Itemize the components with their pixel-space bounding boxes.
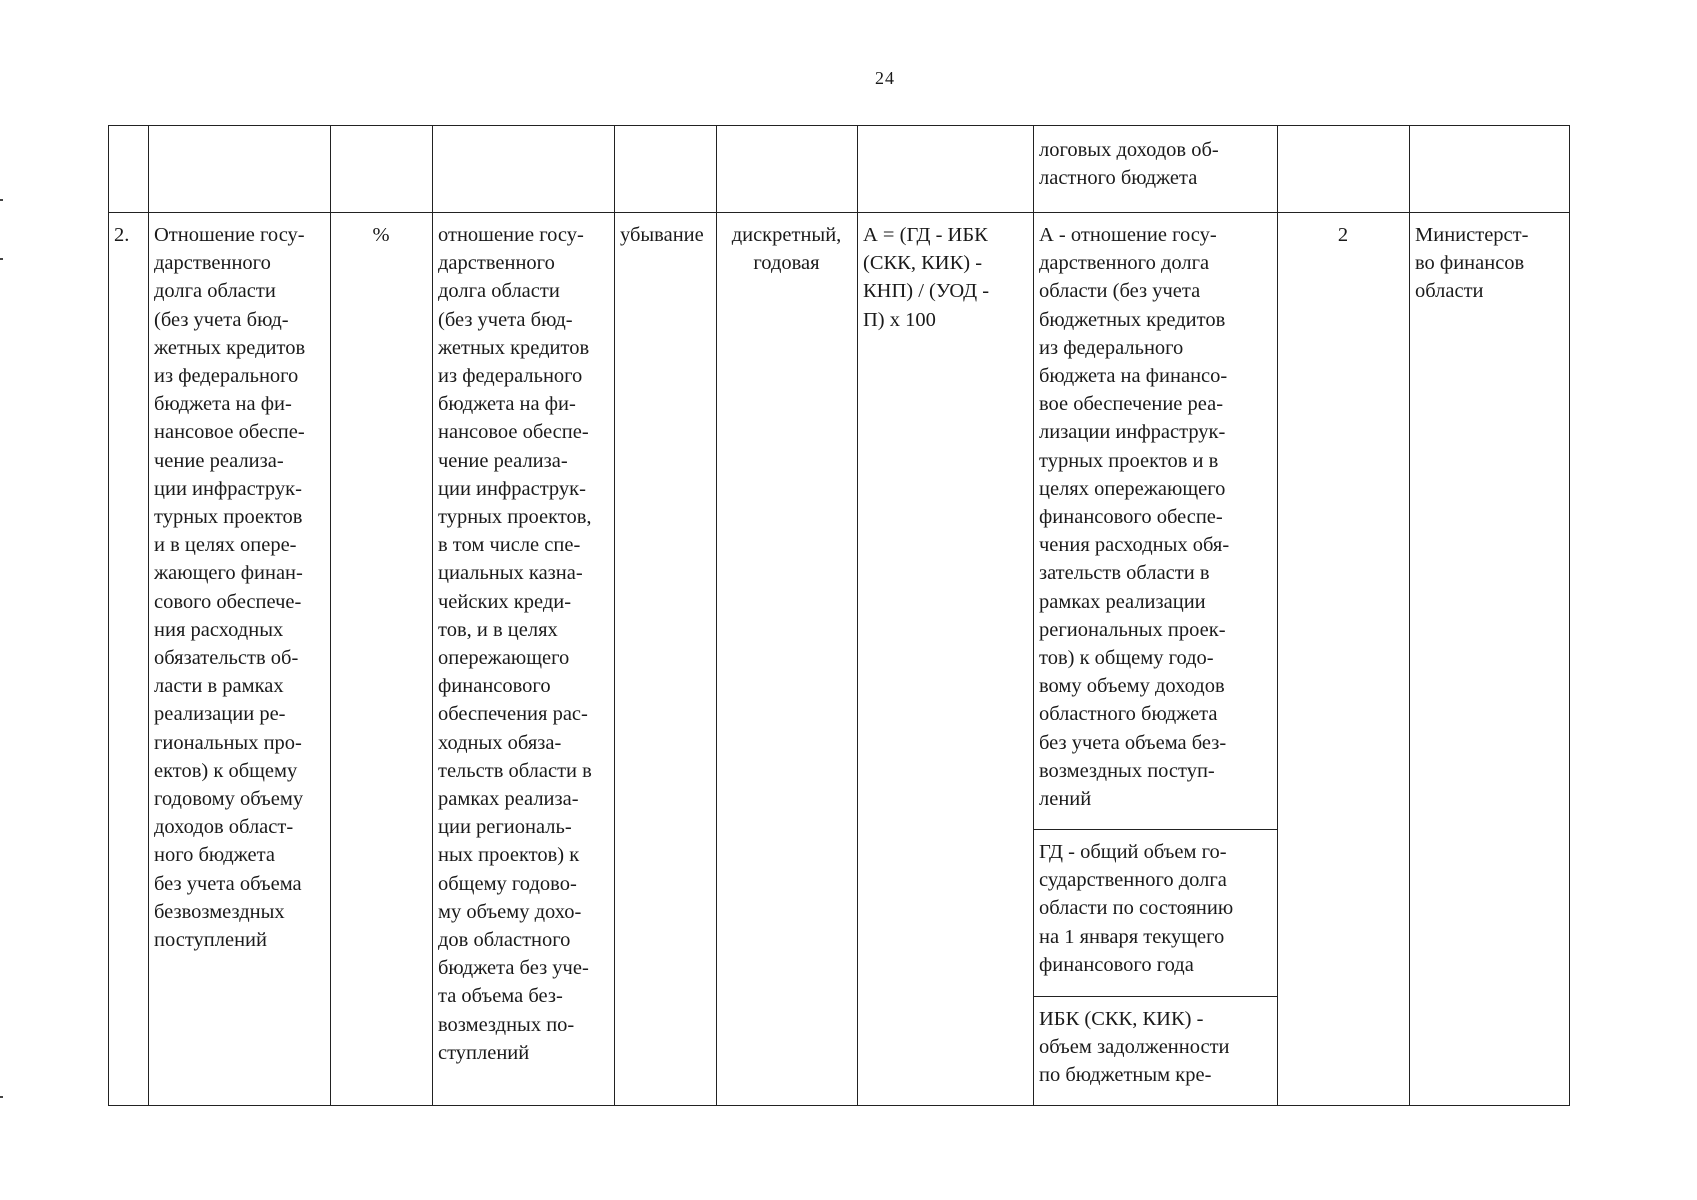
empty-cell <box>109 126 149 213</box>
unit-cell: % <box>331 213 433 1106</box>
margin-mark <box>0 199 3 201</box>
basic-indicator-cell: ГД - общий объем го- сударственного долга области по состоянию на 1 января текущего финансового года <box>1034 830 1278 997</box>
margin-mark <box>0 258 3 260</box>
empty-cell <box>615 126 717 213</box>
trend-cell: убывание <box>615 213 717 1106</box>
indicator-name-cell: Отношение госу- дарственного долга области (без учета бюд- жетных кредитов из федерального бюджета на фи- нансовое обеспе- чение реализа- ции инфраструк- турных проектов и в целях опере- жающего финан- сового обеспече- ния расходных обязательств об- ласти в рамках реализации ре- гиональных про- ектов) к общему годовому объему доходов област- ного бюджета без учета объема безвозмездных поступлений <box>149 213 331 1106</box>
formula-cell: А = (ГД - ИБК (СКК, КИК) - КНП) / (УОД - П) х 100 <box>858 213 1034 1106</box>
empty-cell <box>1278 126 1410 213</box>
responsible-cell: Министерст- во финансов области <box>1410 213 1570 1106</box>
periodicity-cell: дискретный, годовая <box>717 213 858 1106</box>
empty-cell <box>1410 126 1570 213</box>
method-cell: 2 <box>1278 213 1410 1106</box>
indicator-row <box>109 213 1570 830</box>
empty-cell <box>717 126 858 213</box>
empty-cell <box>331 126 433 213</box>
row-number-cell: 2. <box>109 213 149 1106</box>
margin-mark <box>0 1096 3 1098</box>
page-number: 24 <box>875 68 895 88</box>
empty-cell <box>433 126 615 213</box>
description-tail-cell: логовых доходов об- ластного бюджета <box>1034 126 1278 213</box>
basic-indicator-cell: А - отношение госу- дарственного долга области (без учета бюджетных кредитов из федерального бюджета на финансо- вое обеспечение реа- лизации инфраструк- турных проектов и в целях опережающего финансового обеспе- чения расходных обя- зательств области в рамках реализации региональных проек- тов) к общему годо- вому объему доходов областного бюджета без учета объема без- возмездных поступ- лений <box>1034 213 1278 830</box>
indicator-table <box>108 125 1570 1106</box>
empty-cell <box>858 126 1034 213</box>
continuation-row <box>109 126 1570 213</box>
empty-cell <box>149 126 331 213</box>
definition-cell: отношение госу- дарственного долга области (без учета бюд- жетных кредитов из федерального бюджета на фи- нансовое обеспе- чение реализа- ции инфраструк- турных проектов, в том числе спе- циальных казна- чейских креди- тов, и в целях опережающего финансового обеспечения рас- ходных обяза- тельств области в рамках реализа- ции региональ- ных проектов) к общему годово- му объему дохо- дов областного бюджета без уче- та объема без- возмездных по- ступлений <box>433 213 615 1106</box>
basic-indicator-cell: ИБК (СКК, КИК) - объем задолженности по бюджетным кре- <box>1034 997 1278 1106</box>
